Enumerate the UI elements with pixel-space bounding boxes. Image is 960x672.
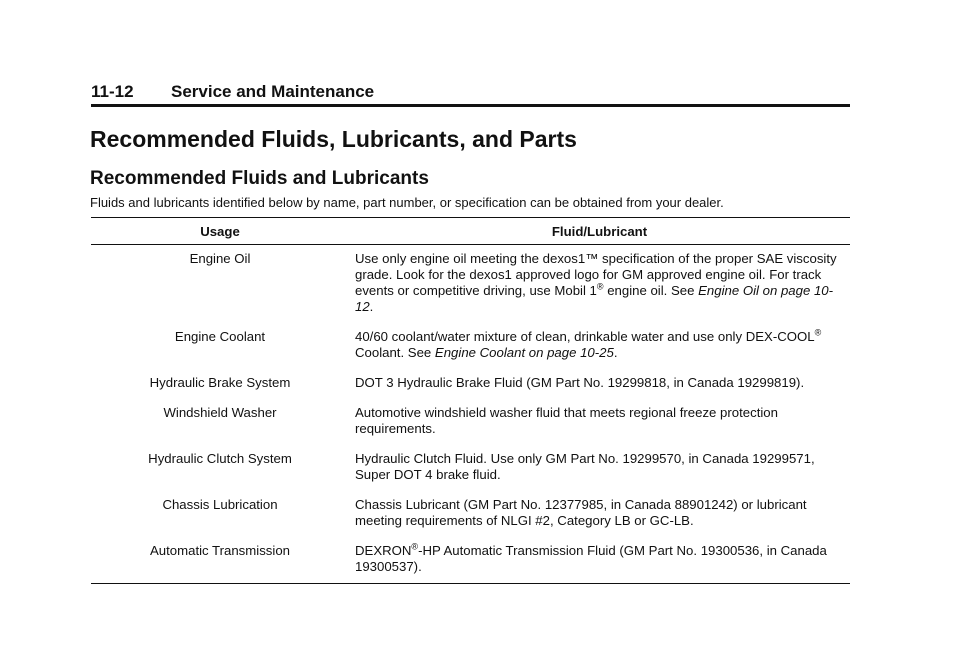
table-row <box>91 537 850 584</box>
fluid-cell <box>349 245 850 324</box>
page-header <box>91 80 850 107</box>
registered-mark: ® <box>411 541 419 552</box>
fluid-cell: Hydraulic Clutch Fluid. Use only GM Part No. 19299570, in Canada 19299571, Super DOT 4 brake fluid. <box>355 451 815 482</box>
usage-cell: Chassis Lubrication <box>162 497 278 512</box>
usage-cell: Hydraulic Clutch System <box>148 451 292 466</box>
page-title: Recommended Fluids, Lubricants, and Parts <box>90 126 577 152</box>
fluid-cell: Automotive windshield washer fluid that meets regional freeze protection requirements. <box>355 405 778 436</box>
usage-cell: Automatic Transmission <box>150 543 290 558</box>
usage-cell: Windshield Washer <box>163 405 277 420</box>
fluid-text: DEXRON <box>355 543 412 558</box>
usage-cell: Hydraulic Brake System <box>149 375 291 390</box>
table-row <box>91 399 850 445</box>
fluid-text: Coolant. See <box>355 345 435 360</box>
table-row <box>91 445 850 491</box>
column-header-usage: Usage <box>200 224 240 239</box>
registered-mark: ® <box>596 281 604 292</box>
page-number: 11-12 <box>91 82 134 101</box>
table-header-row <box>91 218 850 245</box>
usage-cell: Engine Coolant <box>174 329 266 344</box>
fluid-cell <box>349 537 850 584</box>
table-row <box>91 491 850 537</box>
fluid-text: -HP Automatic Transmission Fluid (GM Part No. 19300536, in Canada 19300537). <box>355 543 827 574</box>
page-reference: Engine Coolant on page 10-25 <box>434 345 614 360</box>
fluid-cell: DOT 3 Hydraulic Brake Fluid (GM Part No. 19299818, in Canada 19299819). <box>355 375 805 390</box>
fluid-text: Use only engine oil meeting the dexos1™ specification of the proper SAE viscosity grade. Look for the dexos1 approved logo for GM approved engine oil. For track events or competitive driving, use Mobil 1 <box>355 251 837 298</box>
section-subtitle: Recommended Fluids and Lubricants <box>90 168 429 189</box>
fluid-text: 40/60 coolant/water mixture of clean, drinkable water and use only DEX-COOL <box>355 329 815 344</box>
table-row <box>91 369 850 399</box>
intro-paragraph: Fluids and lubricants identified below by name, part number, or specification can be obtained from your dealer. <box>90 195 724 210</box>
fluid-cell <box>349 323 850 369</box>
usage-cell: Engine Oil <box>189 251 251 266</box>
section-title: Service and Maintenance <box>171 82 375 101</box>
fluid-text: . <box>369 299 374 314</box>
fluids-table <box>91 217 850 584</box>
fluid-text: engine oil. See <box>603 283 699 298</box>
table-row <box>91 323 850 369</box>
column-header-fluid: Fluid/Lubricant <box>551 224 648 239</box>
registered-mark: ® <box>814 327 822 338</box>
fluid-text: . <box>613 345 618 360</box>
fluid-cell: Chassis Lubricant (GM Part No. 12377985, in Canada 88901242) or lubricant meeting requirements of NLGI #2, Category LB or GC-LB. <box>355 497 807 528</box>
page-reference: Engine Oil on page 10-12 <box>355 283 834 314</box>
table-row <box>91 245 850 324</box>
